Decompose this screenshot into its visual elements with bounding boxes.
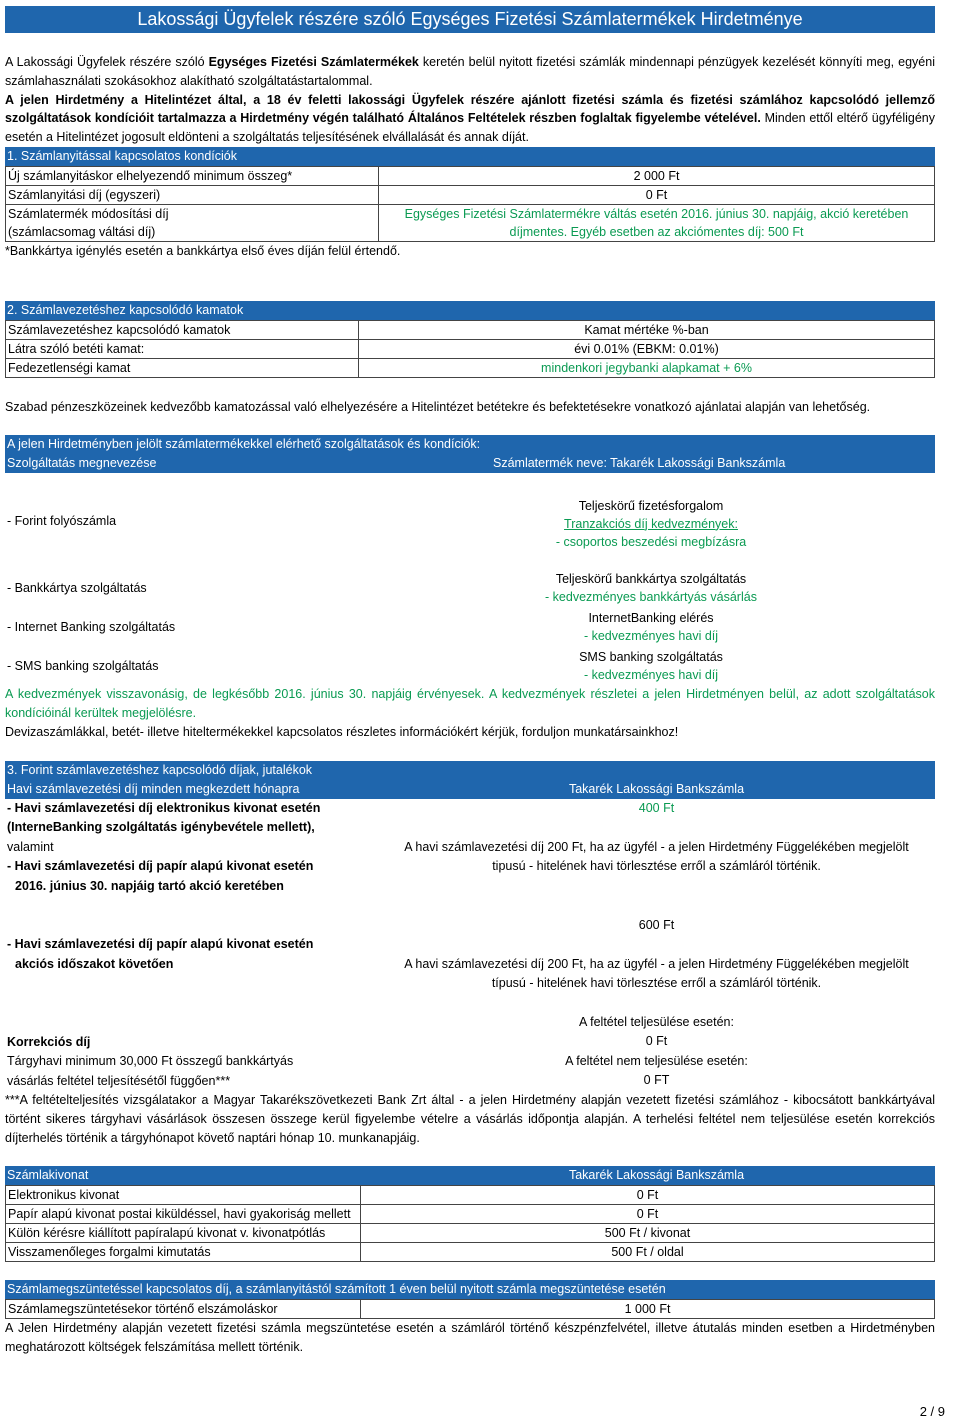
service-detail: SMS banking szolgáltatás - kedvezményes havi díj <box>579 649 723 682</box>
service-detail: Teljeskörű fizetésforgalom Tranzakciós díj kedvezmények: - csoportos beszedési megbízásra <box>555 498 747 549</box>
statement-value: 500 Ft / kivonat <box>361 1224 935 1243</box>
service-name: - Bankkártya szolgáltatás <box>7 580 147 595</box>
statement-value: 0 Ft <box>361 1205 935 1224</box>
service-detail: Teljeskörű bankkártya szolgáltatás - kedvezményes bankkártyás vásárlás <box>545 571 757 604</box>
services-table <box>5 473 935 685</box>
statement-value: 0 Ft <box>361 1186 935 1205</box>
s2-value: mindenkori jegybanki alapkamat + 6% <box>359 358 935 377</box>
service-name: - SMS banking szolgáltatás <box>7 658 159 673</box>
closure-table <box>5 1299 935 1319</box>
statement-label: Elektronikus kivonat <box>6 1186 361 1205</box>
s1-value: 0 Ft <box>379 185 935 204</box>
statement-table <box>5 1185 935 1262</box>
services-header: A jelen Hirdetményben jelölt számlatermékekkel elérhető szolgáltatások és kondíciók: <box>5 435 935 454</box>
statement-label: Külön kérésre kiállított papíralapú kivonat v. kivonatpótlás <box>6 1224 361 1243</box>
section-1-table <box>5 166 935 242</box>
service-name: - Forint folyószámla <box>7 513 117 528</box>
s1-footnote: *Bankkártya igénylés esetén a bankkártya első éves díján felül értendő. <box>5 243 401 258</box>
s3-correction-value: A feltétel teljesülése esetén: 0 Ft A feltétel nem teljesülése esetén: 0 FT <box>565 1014 748 1087</box>
statement-label: Visszamenőleges forgalmi kimutatás <box>6 1243 361 1262</box>
s3-fee-b-value: 600 Ft A havi számlavezetési díj 200 Ft, ha az ügyfél - a jelen Hirdetmény Függelékében megjelölt típusú - hitelének havi törlesztése erről a számláról történik. <box>404 917 909 990</box>
s2-col-header: Számlavezetéshez kapcsolódó kamatok <box>6 320 359 339</box>
statement-value: 500 Ft / oldal <box>361 1243 935 1262</box>
s2-label: Fedezetlenségi kamat <box>6 358 359 377</box>
section-3-table <box>5 799 935 1092</box>
section-2-header: 2. Számlavezetéshez kapcsolódó kamatok <box>5 301 935 320</box>
service-detail: InternetBanking elérés - kedvezményes havi díj <box>583 610 719 643</box>
s1-label: Számlatermék módosítási díj (számlacsomag váltási díj) <box>6 204 379 241</box>
s3-footnote: ***A feltételteljesítés vizsgálatakor a Magyar Takarékszövetkezeti Bank Zrt által - a jelen Hirdetmény alapján vezetett fizetési számlához - kibocsátott bankkártyával történt sikeres tárgyhavi vásárlások összesen összege kerül figyelembe vételre a vásárlás időpontja alapján. A terhelési feltétel nem teljesülése esetén korrekciós díjterhelés történik a tárgyhónapot követő naptári hónap 10. munkanapjáig. <box>5 1093 935 1145</box>
s1-label: Számlanyitási díj (egyszeri) <box>6 185 379 204</box>
s1-value: 2 000 Ft <box>379 166 935 185</box>
s2-col-header: Kamat mértéke %-ban <box>359 320 935 339</box>
page-number: 2 / 9 <box>919 1403 945 1419</box>
closure-label: Számlamegszüntetésekor történő elszámoláskor <box>6 1300 361 1319</box>
s2-value: évi 0.01% (EBKM: 0.01%) <box>359 339 935 358</box>
section-1-header: 1. Számlanyitással kapcsolatos kondíciók <box>5 147 935 166</box>
services-note: A kedvezmények visszavonásig, de legkésőbb 2016. június 30. napjáig érvényesek. A kedvezmények részletei a jelen Hirdetményen belül, az adott szolgáltatások kondícióinál kerültek megjelölésre. <box>5 687 935 720</box>
closure-header: Számlamegszüntetéssel kapcsolatos díj, a számlanyitástól számított 1 éven belül nyitott számla megszüntetése esetén <box>5 1280 935 1299</box>
services-col-headers: Szolgáltatás megnevezése Számlatermék neve: Takarék Lakossági Bankszámla <box>5 454 935 473</box>
statement-col-headers: Számlakivonat Takarék Lakossági Bankszámla <box>5 1166 935 1185</box>
closure-value: 1 000 Ft <box>361 1300 935 1319</box>
section-2-table <box>5 320 935 378</box>
closure-text: A Jelen Hirdetmény alapján vezetett fizetési számla megszüntetése esetén a számláról történő készpénzfelvétel, illetve átutalás minden esetben a Hirdetményben meghatározott költségek felszámítása mellett történik. <box>5 1321 935 1354</box>
services-note-2: Devizaszámlákkal, betét- illetve hiteltermékekkel kapcsolatos részletes információkért kérjük, forduljon munkatársainkhoz! <box>5 724 679 739</box>
s1-label: Új számlanyitáskor elhelyezendő minimum összeg* <box>6 166 379 185</box>
service-name: - Internet Banking szolgáltatás <box>7 619 176 634</box>
s2-label: Látra szóló betéti kamat: <box>6 339 359 358</box>
s3-fee-a-value: 400 Ft A havi számlavezetési díj 200 Ft, ha az ügyfél - a jelen Hirdetmény Függelékében megjelölt tipusú - hitelének havi törlesztése erről a számláról történik. <box>404 800 909 873</box>
statement-label: Papír alapú kivonat postai kiküldéssel, havi gyakoriság mellett <box>6 1205 361 1224</box>
page-title: Lakossági Ügyfelek részére szóló Egységes Fizetési Számlatermékek Hirdetménye <box>5 6 935 33</box>
s3-fee-a-label: - Havi számlavezetési díj elektronikus kivonat esetén (InterneBanking szolgáltatás igénybevétele mellett), valamint - Havi számlavezetési díj papír alapú kivonat esetén 2016. június 30. napjáig tartó akció keretében <box>7 800 321 893</box>
s3-fee-b-label: - Havi számlavezetési díj papír alapú kivonat esetén akciós időszakot követően <box>7 937 314 971</box>
intro-paragraph-1: A Lakossági Ügyfelek részére szóló Egységes Fizetési Számlatermékek keretén belül nyitott fizetési számlák mindennapi pénzügyek kezelését könnyíti meg, egyéni számlahasználati szokásokhoz alakítható szolgáltatástartalommal. <box>5 55 935 88</box>
s1-value: Egységes Fizetési Számlatermékre váltás esetén 2016. június 30. napjáig, akció keretében díjmentes. Egyéb esetben az akciómentes díj: 500 Ft <box>379 204 935 241</box>
s3-col-headers: Havi számlavezetési díj minden megkezdett hónapra Takarék Lakossági Bankszámla <box>5 780 935 799</box>
s3-correction-label: Korrekciós díj Tárgyhavi minimum 30,000 Ft összegű bankkártyás vásárlás feltétel teljesítésétől függően*** <box>7 1034 294 1088</box>
intro-paragraph-2: A jelen Hirdetmény a Hitelintézet által, a 18 év feletti lakossági Ügyfelek részére ajánlott fizetési számla és fizetési számlához kapcsolódó jellemző szolgáltatások kondícióit tartalmazza a Hirdetmény végén található Általános Feltételek részben foglaltak figyelembe vételével. Minden ettől eltérő ügyféligény esetén a Hitelintézet jogosult eldönteni a szolgáltatás teljesítésének elvállalását és annak díját. <box>5 92 935 144</box>
free-funds-note: Szabad pénzeszközeinek kedvezőbb kamatozással való elhelyezésére a Hitelintézet betétekre és befektetésekre vonatkozó ajánlatai alapján van lehetőség. <box>5 399 871 414</box>
section-3-header: 3. Forint számlavezetéshez kapcsolódó díjak, jutalékok <box>5 761 935 780</box>
